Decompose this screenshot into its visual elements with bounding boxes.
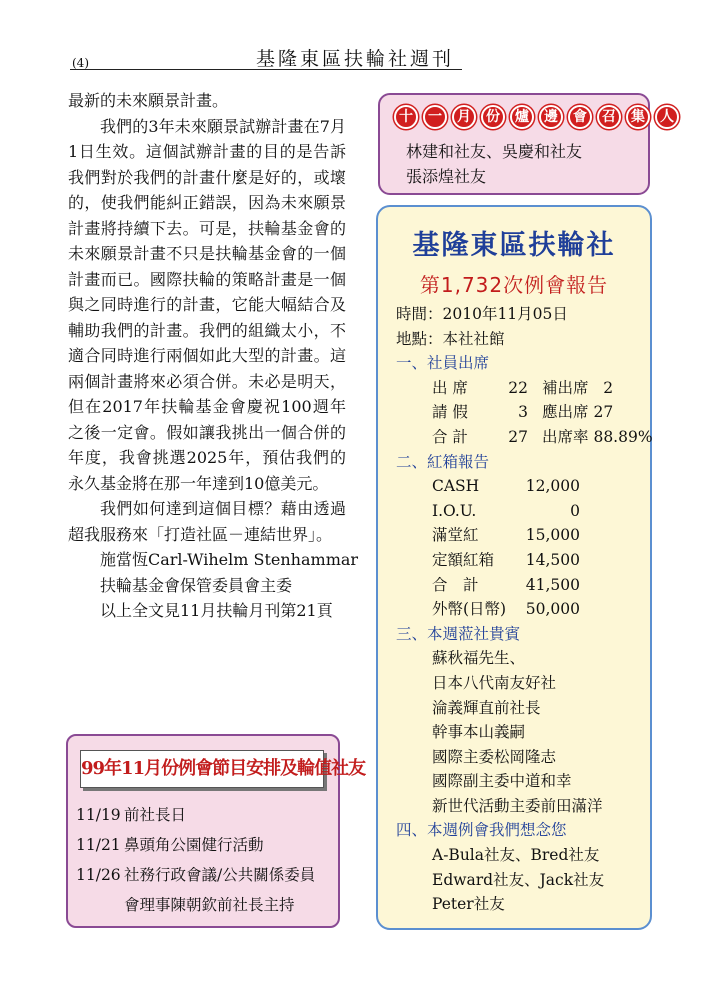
red-box-label: 定額紅箱 — [432, 550, 495, 569]
red-box-value: 50,000 — [525, 600, 580, 619]
schedule-date: 11/26 — [76, 866, 121, 884]
guest-item: 幹事本山義嗣 — [432, 723, 526, 742]
article — [68, 88, 359, 624]
red-box-row — [396, 474, 650, 499]
title-char-badge: 一 — [423, 105, 447, 129]
red-box-value: 12,000 — [525, 477, 580, 496]
schedule-date: 11/19 — [76, 806, 121, 824]
convener-names — [406, 139, 582, 189]
schedule-title: 99年11月份例會節目安排及輪值社友 — [80, 750, 324, 788]
schedule-list — [76, 800, 338, 920]
red-box-label: 合 計 — [432, 575, 479, 594]
title-char-badge: 人 — [655, 105, 679, 129]
attendance-label: 請 假 — [432, 403, 468, 422]
attendance-label: 出 席 — [432, 378, 468, 397]
attendance-row — [396, 376, 650, 401]
convener-box — [378, 93, 674, 195]
article-source: 以上全文見11月扶輪月刊第21頁 — [100, 601, 333, 620]
guests-heading: 三、本週蒞社貴賓 — [396, 624, 521, 643]
red-box-value: 14,500 — [525, 550, 580, 569]
meeting-place: 地點：本社社館 — [396, 329, 505, 348]
red-box-value: 41,500 — [525, 575, 580, 594]
attendance-label: 補出席 — [542, 378, 589, 397]
missed-item: Peter社友 — [432, 895, 505, 914]
attendance-row — [396, 400, 650, 425]
title-char-badge: 邊 — [539, 105, 563, 129]
title-char-badge: 月 — [452, 105, 476, 129]
meeting-number: 第1,732次例會報告 — [419, 273, 609, 297]
attendance-label: 應出席 — [542, 403, 589, 422]
missed-item: Edward社友、Jack社友 — [432, 870, 605, 889]
attendance-heading: 一、社員出席 — [396, 354, 490, 373]
guest-item: 國際副主委中道和幸 — [432, 772, 572, 791]
attendance-value: 27 — [508, 427, 528, 446]
red-box-row — [396, 548, 650, 573]
title-char-badge: 十 — [394, 105, 418, 129]
guest-item: 日本八代南友好社 — [432, 673, 557, 692]
missed-item: A-Bula社友、Bred社友 — [432, 846, 600, 865]
title-char-badge: 份 — [481, 105, 505, 129]
schedule-box — [66, 734, 366, 928]
schedule-text: 鼻頭角公園健行活動 — [124, 836, 264, 854]
guest-item: 國際主委松岡隆志 — [432, 747, 557, 766]
schedule-extra: 會理事陳朝欽前社長主持 — [124, 896, 295, 914]
red-box-row — [396, 499, 650, 524]
convener-title — [392, 103, 681, 131]
header-rule — [70, 69, 462, 70]
journal-title: 基隆東區扶輪社週刊 — [255, 48, 454, 70]
schedule-item — [76, 860, 338, 890]
convener-name-line: 張添煌社友 — [406, 167, 487, 186]
attendance-label: 出席率 — [542, 427, 589, 446]
attendance-value: 3 — [518, 403, 528, 422]
meeting-time: 時間：2010年11月05日 — [396, 305, 568, 323]
schedule-text: 前社長日 — [124, 806, 187, 824]
attendance-value: 27 — [593, 403, 614, 422]
red-box-row — [396, 573, 650, 598]
red-box-label: CASH — [432, 477, 480, 496]
schedule-text: 社務行政會議/公共關係委員 — [124, 866, 316, 884]
article-paragraph: 最新的未來願景計畫。 — [68, 91, 229, 110]
attendance-value: 2 — [603, 378, 614, 397]
guest-item: 新世代活動主委前田滿洋 — [432, 796, 603, 815]
title-char-badge: 召 — [597, 105, 621, 129]
report-body — [396, 302, 653, 917]
schedule-date: 11/21 — [76, 836, 121, 854]
title-char-badge: 會 — [568, 105, 592, 129]
attendance-row — [396, 425, 653, 450]
red-box-row — [396, 597, 650, 622]
guest-item: 淪義輝直前社長 — [432, 698, 541, 717]
red-box-label: 外幣(日幣) — [432, 600, 507, 619]
missed-heading: 四、本週例會我們想念您 — [396, 821, 567, 840]
schedule-item — [76, 830, 338, 860]
red-box-row — [396, 523, 650, 548]
page-number: (4) — [72, 56, 89, 70]
red-box-label: 滿堂紅 — [432, 526, 479, 545]
red-box-label: I.O.U. — [432, 501, 477, 520]
article-paragraph: 我們的3年未來願景試辦計畫在7月1日生效。這個試辦計畫的目的是告訴我們對於我們的計畫什麼是好的，或壞的，使我們能糾正錯誤，因為未來願景計畫將持續下去。可是，扶輪基金會的未來願景計畫不只是扶輪基金會的一個計畫而已。國際扶輪的策略計畫是一個與之同時進行的計畫，它能大幅結合及輔助我們的計畫。我們的組織太小，不適合同時進行兩個如此大型的計畫。這兩個計畫將來必須合併。未必是明天，但在2017年扶輪基金會慶祝100週年之後一定會。假如讓我挑出一個合併的年度，我會挑選2025年，預估我們的永久基金將在那一年達到10億美元。 — [68, 116, 346, 493]
article-paragraph: 我們如何達到這個目標？藉由透過超我服務來「打造社區－連結世界」。 — [68, 499, 346, 544]
red-box-value: 0 — [570, 501, 580, 520]
schedule-item — [76, 800, 338, 830]
convener-name-line: 林建和社友、吳慶和社友 — [406, 142, 583, 161]
red-box-heading: 二、紅箱報告 — [396, 452, 490, 471]
title-char-badge: 集 — [626, 105, 650, 129]
attendance-value: 88.89% — [593, 427, 653, 446]
attendance-label: 合 計 — [432, 427, 468, 446]
report-box — [376, 205, 652, 930]
article-author-title: 扶輪基金會保管委員會主委 — [100, 575, 293, 595]
guest-item: 蘇秋福先生、 — [432, 649, 526, 668]
title-char-badge: 爐 — [510, 105, 534, 129]
attendance-value: 22 — [508, 378, 528, 397]
article-author: 施當恆Carl-Wihelm Stenhammar — [100, 550, 359, 569]
red-box-value: 15,000 — [525, 526, 580, 545]
club-name: 基隆東區扶輪社 — [412, 230, 616, 261]
